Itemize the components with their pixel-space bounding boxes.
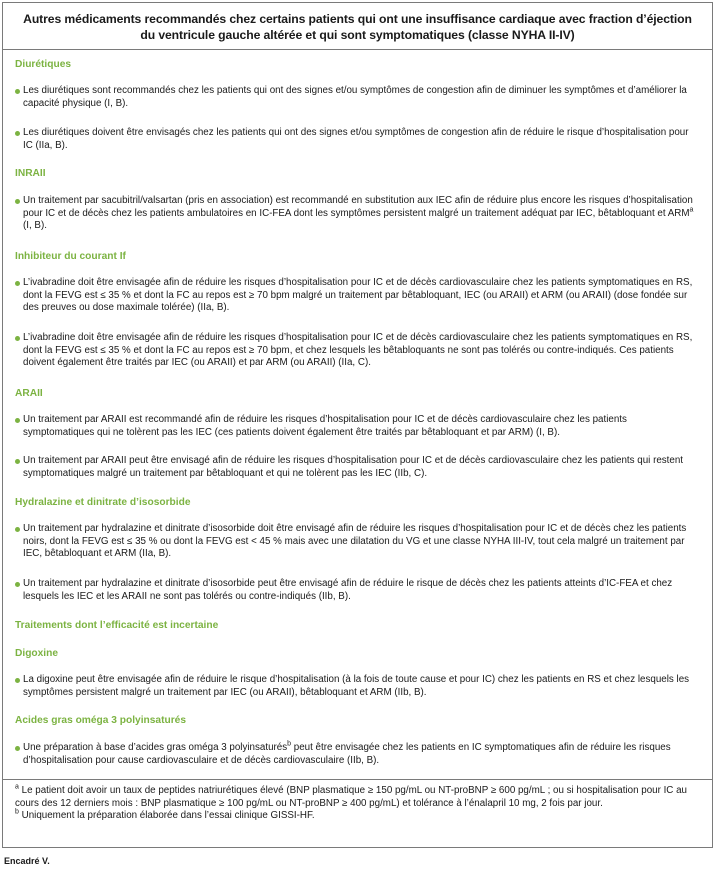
- bullet-text: Un traitement par ARAII est recommandé afin de réduire les risques d’hospitalisation pour IC et de décès cardiovasculaire chez les patients symptomatiques qui ne tolèrent pas les IEC (ces patients doivent également être traités par bêtabloquant et par ARM) (I, B).: [23, 414, 627, 438]
- bullet-text: Les diurétiques sont recommandés chez les patients qui ont des signes et/ou symptômes de congestion afin de diminuer les symptômes et d’améliorer la capacité physique (I, B).: [23, 85, 687, 109]
- footnote-divider: [3, 779, 712, 780]
- bullet-item: [15, 277, 695, 315]
- bullet-text: Un traitement par hydralazine et dinitrate d’isosorbide doit être envisagé afin de réduire les risques d’hospitalisation pour IC et de décès chez les patients noirs, dont la FEVG est ≤ 35 % ou dont la FEVG est < 45 % mais avec une dilatation du VG et une classe NYHA III-IV, tout cela malgré un traitement par IEC, bêtabloquant et ARM (IIa, B).: [23, 523, 687, 559]
- bullet-icon: [15, 527, 20, 532]
- bullet-icon: [15, 459, 20, 464]
- bullet-text: L’ivabradine doit être envisagée afin de réduire les risques d’hospitalisation pour IC et de décès cardiovasculaire chez les patients symptomatiques en RS, dont la FEVG est ≤ 35 % et dont la FC au repos est ≥ 70 bpm malgré un traitement par bêtabloquant, IEC (ou ARAII) et ARM (ou ARAII) (dose fondée sur des preuves ou dose maximale tolérée) (IIa, B).: [23, 277, 693, 313]
- heading-inraii: INRAII: [15, 168, 46, 179]
- heading-araii: ARAII: [15, 388, 43, 399]
- bullet-item: [15, 455, 695, 480]
- bullet-item: [15, 523, 695, 561]
- heading-inhibiteur-if: Inhibiteur du courant If: [15, 251, 126, 262]
- bullet-icon: [15, 582, 20, 587]
- bullet-item: [15, 127, 695, 152]
- bullet-item: [15, 332, 695, 370]
- bullet-icon: [15, 678, 20, 683]
- title-line-2: du ventricule gauche altérée et qui sont symptomatiques (classe NYHA II-IV): [140, 28, 575, 42]
- heading-efficacite-incertaine: Traitements dont l’efficacité est incertaine: [15, 620, 219, 631]
- bullet-icon: [15, 418, 20, 423]
- heading-diuretiques: Diurétiques: [15, 59, 72, 70]
- heading-digoxine: Digoxine: [15, 648, 59, 659]
- bullet-icon: [15, 131, 20, 136]
- footnotes: [15, 785, 701, 823]
- bullet-icon: [15, 89, 20, 94]
- footnote-b: $^b$ Uniquement la préparation élaborée dans l’essai clinique GISSI-HF.: [15, 808, 315, 821]
- bullet-text: Un traitement par ARAII peut être envisagé afin de réduire les risques d’hospitalisation pour IC et de décès cardiovasculaire chez les patients qui restent symptomatiques malgré un traitement par bêtabloquant et qui ne tolèrent pas les IEC (IIb, C).: [23, 455, 684, 479]
- bullet-item: [15, 195, 695, 233]
- bullet-item: [15, 674, 695, 699]
- bullet-icon: [15, 199, 20, 204]
- bullet-item: [15, 742, 695, 767]
- box-title: [3, 11, 712, 43]
- bullet-text: Un traitement par sacubitril/valsartan (pris en association) est recommandé en substitution aux IEC afin de réduire plus encore les risques d’hospitalisation pour IC et de décès chez les patients ambulatoires en IC-FEA dont les symptômes persistent malgré un traitement adéquat par IEC, bêtabloquant et ARM$^a$ (I, B).: [23, 195, 694, 231]
- bullet-text: Une préparation à base d’acides gras oméga 3 polyinsaturés$^b$ peut être envisagée chez les patients en IC symptomatiques afin de réduire les risques d’hospitalisation pour cause cardiovasculaire et de décès cardiovasculaire (IIb, B).: [23, 740, 671, 766]
- footnote-a: $^a$ Le patient doit avoir un taux de peptides natriurétiques élevé (BNP plasmatique ≥ 150 pg/mL ou NT-proBNP ≥ 600 pg/mL ; ou si hospitalisation pour IC au cours des 12 derniers mois : BNP plasmatique ≥ 100 pg/mL ou NT-proBNP ≥ 400 pg/mL) et tolérance à l’énalapril 10 mg, 2 fois par jour.: [15, 783, 687, 809]
- title-line-1: Autres médicaments recommandés chez certains patients qui ont une insuffisance cardiaque avec fraction d’éjection: [23, 12, 692, 26]
- bullet-item: [15, 578, 695, 603]
- bullet-text: Les diurétiques doivent être envisagés chez les patients qui ont des signes et/ou symptômes de congestion afin de réduire le risque d’hospitalisation pour IC (IIa, B).: [23, 127, 689, 151]
- bullet-icon: [15, 746, 20, 751]
- bullet-text: L’ivabradine doit être envisagée afin de réduire les risques d’hospitalisation pour IC et de décès cardiovasculaire chez les patients symptomatiques en RS, dont la FEVG est ≤ 35 % et dont la FC au repos est ≥ 70 bpm, et chez lesquels les bêtabloquants ne sont pas tolérés ou contre-indiqués. Ces patients doivent également être traités par IEC (ou ARAII) et par ARM (ou ARAII) (IIa, C).: [23, 332, 693, 368]
- bullet-icon: [15, 281, 20, 286]
- bullet-text: La digoxine peut être envisagée afin de réduire le risque d’hospitalisation (à la fois de toute cause et pour IC) chez les patients en RS et chez lesquels les symptômes persistent malgré un traitement par IEC (ou ARAII), bêtabloquant et ARM (IIb, B).: [23, 674, 690, 698]
- bullet-icon: [15, 336, 20, 341]
- heading-hydralazine: Hydralazine et dinitrate d’isosorbide: [15, 497, 191, 508]
- recommendation-box: [2, 2, 713, 848]
- bullet-text: Un traitement par hydralazine et dinitrate d’isosorbide peut être envisagé afin de réduire le risque de décès chez les patients atteints d’IC-FEA et chez lesquels les IEC et les ARAII ne sont pas tolérés ou contre-indiqués (IIb, B).: [23, 578, 673, 602]
- title-divider: [3, 49, 712, 50]
- caption: Encadré V.: [4, 856, 50, 866]
- heading-omega-3: Acides gras oméga 3 polyinsaturés: [15, 715, 186, 726]
- bullet-item: [15, 85, 695, 110]
- bullet-item: [15, 414, 695, 439]
